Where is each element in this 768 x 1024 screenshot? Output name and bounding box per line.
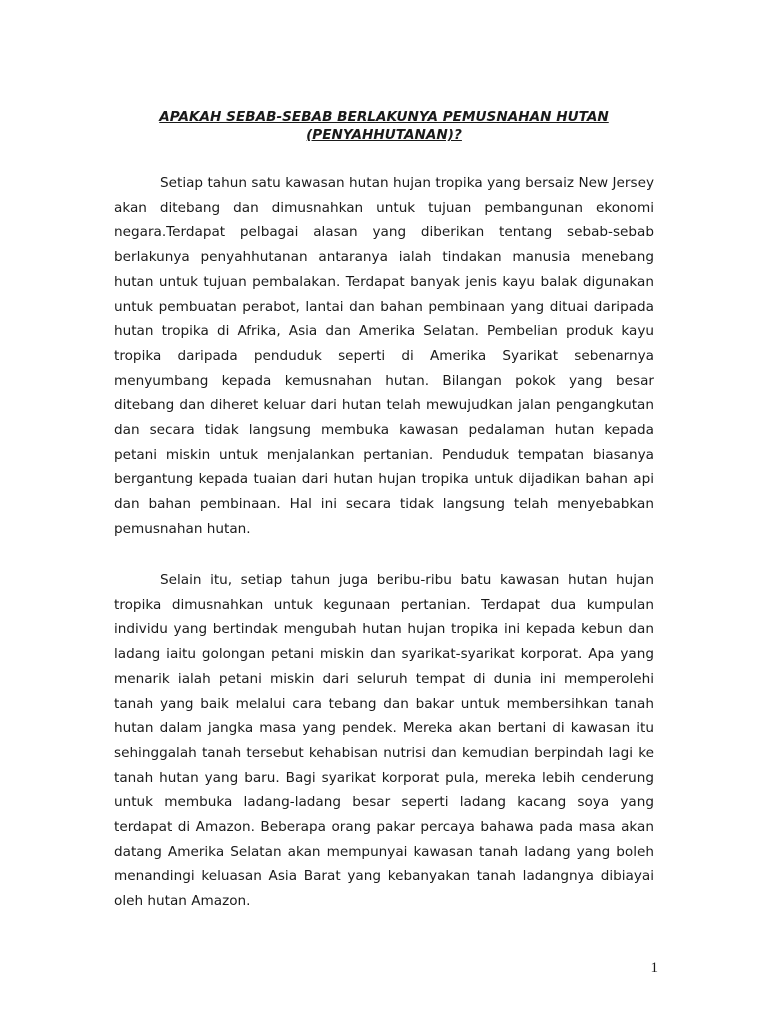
document-title xyxy=(114,108,654,144)
title-line-2: (PENYAHHUTANAN)? xyxy=(306,127,462,143)
page-number: 1 xyxy=(650,960,658,976)
paragraph-2: Selain itu, setiap tahun juga beribu-ribu batu kawasan hutan hujan tropika dimusnahkan untuk kegunaan pertanian. Terdapat dua kumpulan individu yang bertindak mengubah hutan hujan tropika ini kepada kebun dan ladang iaitu golongan petani miskin dan syarikat-syarikat korporat. Apa yang menarik ialah petani miskin dari seluruh tempat di dunia ini memperolehi tanah yang baik melalui cara tebang dan bakar untuk membersihkan tanah hutan dalam jangka masa yang pendek. Mereka akan bertani di kawasan itu sehinggalah tanah tersebut kehabisan nutrisi dan kemudian berpindah lagi ke tanah hutan yang baru. Bagi syarikat korporat pula, mereka lebih cenderung untuk membuka ladang-ladang besar seperti ladang kacang soya yang terdapat di Amazon. Beberapa orang pakar percaya bahawa pada masa akan datang Amerika Selatan akan mempunyai kawasan tanah ladang yang boleh menandingi keluasan Asia Barat yang kebanyakan tanah ladangnya dibiayai oleh hutan Amazon. xyxy=(114,572,654,910)
paragraph-1: Setiap tahun satu kawasan hutan hujan tropika yang bersaiz New Jersey akan ditebang dan dimusnahkan untuk tujuan pembangunan ekonomi negara.Terdapat pelbagai alasan yang diberikan tentang sebab-sebab berlakunya penyahhutanan antaranya ialah tindakan manusia menebang hutan untuk tujuan pembalakan. Terdapat banyak jenis kayu balak digunakan untuk pembuatan perabot, lantai dan bahan pembinaan yang dituai daripada hutan tropika di Afrika, Asia dan Amerika Selatan. Pembelian produk kayu tropika daripada penduduk seperti di Amerika Syarikat sebenarnya menyumbang kepada kemusnahan hutan. Bilangan pokok yang besar ditebang dan diheret keluar dari hutan telah mewujudkan jalan pengangkutan dan secara tidak langsung membuka kawasan pedalaman hutan kepada petani miskin untuk menjalankan pertanian. Penduduk tempatan biasanya bergantung kepada tuaian dari hutan hujan tropika untuk dijadikan bahan api dan bahan pembinaan. Hal ini secara tidak langsung telah menyebabkan pemusnahan hutan. xyxy=(114,175,654,537)
title-line-1: APAKAH SEBAB-SEBAB BERLAKUNYA PEMUSNAHAN HUTAN xyxy=(159,109,609,125)
